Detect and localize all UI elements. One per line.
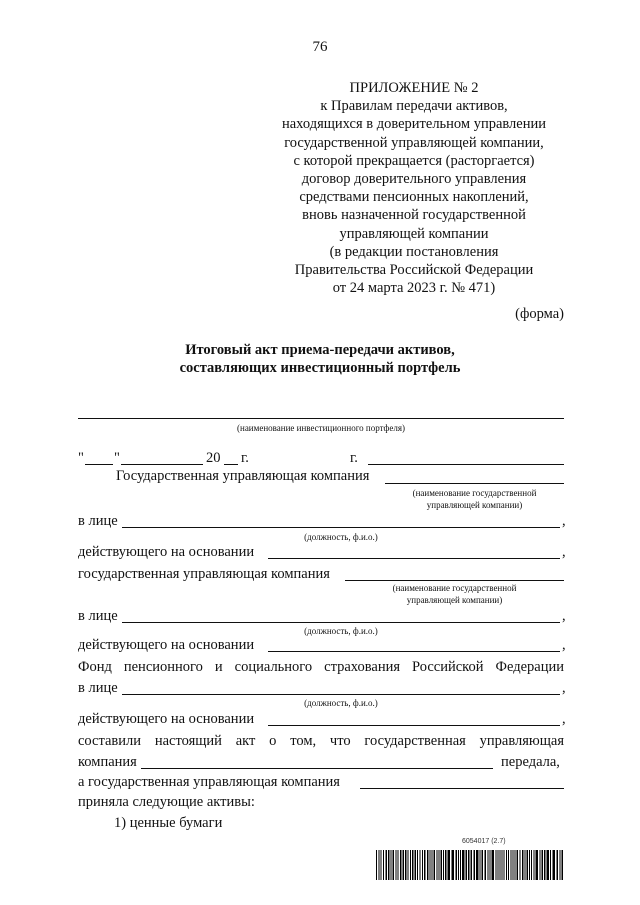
city-label: г. bbox=[350, 450, 358, 466]
acting-basis-label: действующего на основании bbox=[78, 711, 255, 727]
position-hint: (должность, ф.и.о.) bbox=[304, 698, 378, 708]
quote-close: " bbox=[114, 450, 120, 466]
appendix-line: к Правилам передачи активов, bbox=[320, 98, 508, 115]
year-prefix: 20 bbox=[206, 450, 221, 466]
appendix-line: с которой прекращается (расторгается) bbox=[293, 152, 535, 169]
comma: , bbox=[562, 544, 566, 560]
state-company-1-field[interactable] bbox=[385, 483, 564, 484]
person-1-field[interactable] bbox=[122, 527, 560, 528]
state-company-label: Государственная управляющая компания bbox=[116, 468, 370, 484]
compiled-statement: составили настоящий акт о том, что государственная управляющая bbox=[78, 733, 564, 749]
act-title-line-1: Итоговый акт приема-передачи активов, bbox=[185, 342, 455, 358]
comma: , bbox=[562, 680, 566, 696]
year-field[interactable] bbox=[224, 464, 238, 465]
day-field[interactable] bbox=[85, 464, 113, 465]
appendix-line: управляющей компании bbox=[339, 225, 489, 242]
quote-open: " bbox=[78, 450, 84, 466]
in-person-label: в лице bbox=[78, 608, 118, 624]
person-3-field[interactable] bbox=[122, 694, 560, 695]
appendix-line: от 24 марта 2023 г. № 471) bbox=[332, 280, 496, 297]
appendix-line: (в редакции постановления bbox=[329, 243, 499, 260]
comma: , bbox=[562, 711, 566, 727]
appendix-line: вновь назначенной государственной bbox=[302, 207, 526, 224]
basis-2-field[interactable] bbox=[268, 651, 560, 652]
in-person-label: в лице bbox=[78, 680, 118, 696]
transferring-company-field[interactable] bbox=[141, 768, 493, 769]
item-securities: 1) ценные бумаги bbox=[114, 815, 223, 831]
company-hint: (наименование государственной управляющей компании) bbox=[412, 488, 537, 510]
receiving-company-field[interactable] bbox=[360, 788, 564, 789]
basis-3-field[interactable] bbox=[268, 725, 560, 726]
act-title-line-2: составляющих инвестиционный портфель bbox=[179, 360, 461, 376]
appendix-header bbox=[264, 79, 564, 297]
appendix-line: находящихся в доверительном управлении bbox=[281, 116, 547, 133]
appendix-line: ПРИЛОЖЕНИЕ № 2 bbox=[349, 80, 479, 96]
accepted-label: приняла следующие активы: bbox=[78, 794, 255, 810]
form-mark: (форма) bbox=[515, 306, 564, 322]
transferred-label: передала, bbox=[501, 754, 560, 770]
position-hint: (должность, ф.и.о.) bbox=[304, 626, 378, 636]
person-2-field[interactable] bbox=[122, 622, 560, 623]
position-hint: (должность, ф.и.о.) bbox=[304, 532, 378, 542]
act-title bbox=[0, 341, 640, 377]
state-company-2-field[interactable] bbox=[345, 580, 564, 581]
appendix-line: средствами пенсионных накоплений, bbox=[299, 189, 529, 206]
year-suffix: г. bbox=[241, 450, 249, 466]
fund-label: Фонд пенсионного и социального страхования Российской Федерации bbox=[78, 659, 564, 675]
and-company-label: а государственная управляющая компания bbox=[78, 774, 340, 790]
appendix-line: Правительства Российской Федерации bbox=[294, 262, 534, 279]
month-field[interactable] bbox=[121, 464, 203, 465]
in-person-label: в лице bbox=[78, 513, 118, 529]
comma: , bbox=[562, 637, 566, 653]
comma: , bbox=[562, 513, 566, 529]
barcode-number: 6054017 (2.7) bbox=[462, 838, 506, 845]
company-hint: (наименование государственной управляющей компании) bbox=[392, 583, 517, 605]
acting-basis-label: действующего на основании bbox=[78, 637, 255, 653]
portfolio-hint: (наименование инвестиционного портфеля) bbox=[237, 423, 405, 433]
comma: , bbox=[562, 608, 566, 624]
appendix-line: государственной управляющей компании, bbox=[284, 134, 544, 151]
company-label: компания bbox=[78, 754, 137, 770]
barcode-icon bbox=[376, 850, 564, 880]
portfolio-name-field[interactable] bbox=[78, 418, 564, 419]
acting-basis-label: действующего на основании bbox=[78, 544, 255, 560]
basis-1-field[interactable] bbox=[268, 558, 560, 559]
state-company-2-label: государственная управляющая компания bbox=[78, 566, 330, 582]
page-number: 76 bbox=[312, 39, 328, 55]
city-field[interactable] bbox=[368, 464, 564, 465]
appendix-line: договор доверительного управления bbox=[301, 171, 527, 188]
